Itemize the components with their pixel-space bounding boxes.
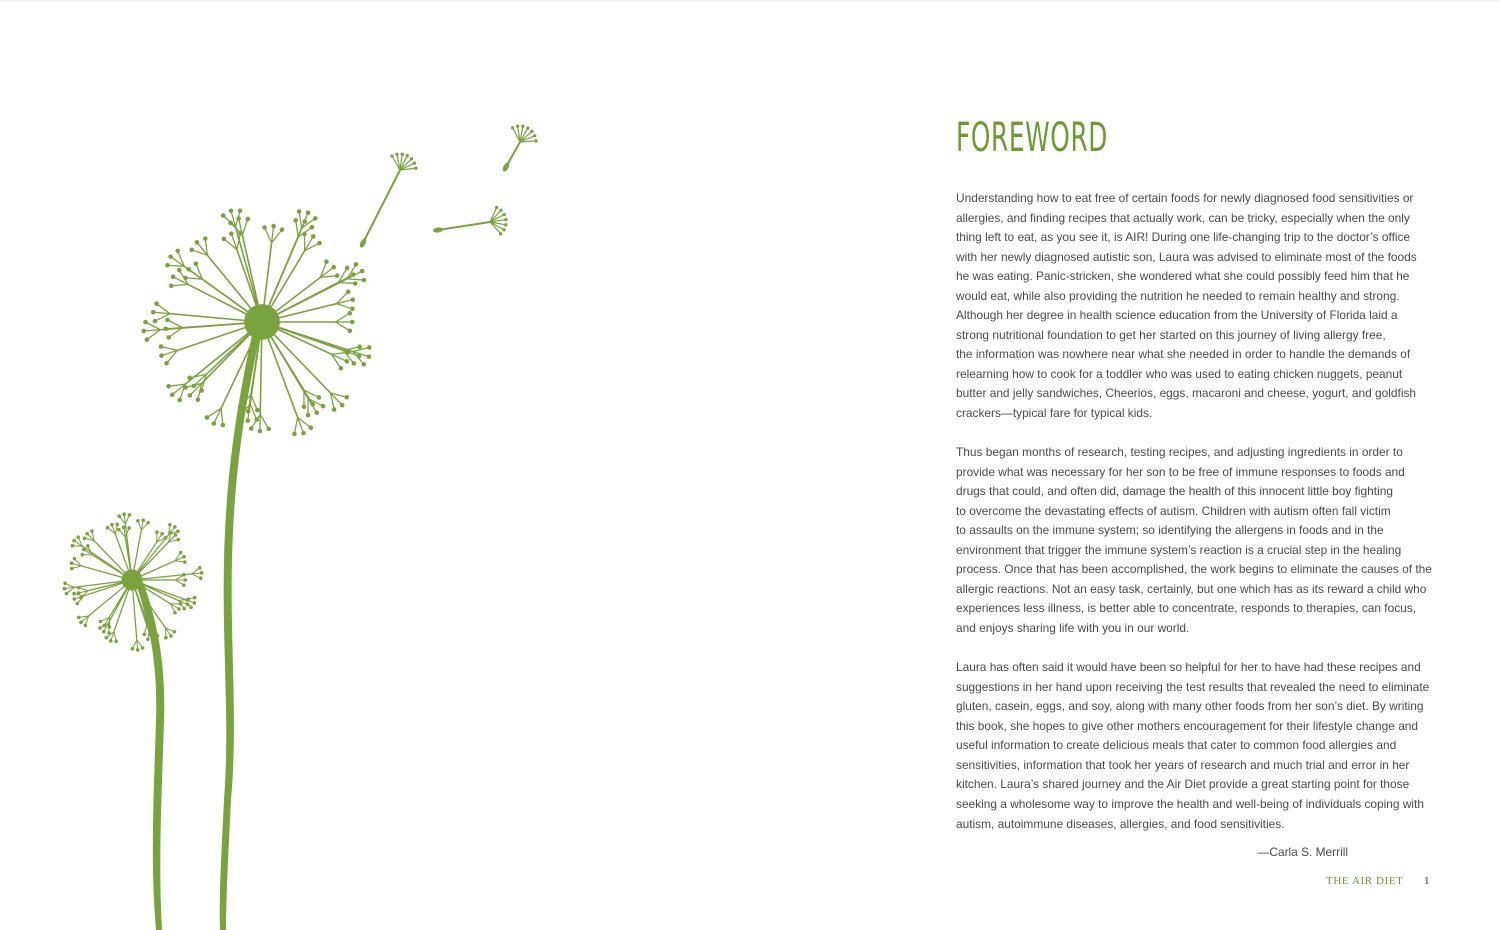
seed-tuft-icon: [161, 347, 177, 351]
seed-dot-icon: [254, 417, 259, 422]
text-line: strong nutritional foundation to get her started on this journey of living allergy free,: [956, 327, 1386, 342]
floating-seed-dot-icon: [395, 153, 398, 156]
floating-seed-dot-icon: [401, 152, 404, 155]
seed-dot-icon: [143, 633, 147, 637]
seed-dot-icon: [194, 261, 199, 266]
seed-dot-icon: [70, 561, 74, 565]
seed-dot-icon: [228, 221, 233, 226]
floating-seed-body-icon: [359, 237, 368, 248]
seed-dot-icon: [79, 596, 83, 600]
seed-dot-icon: [145, 337, 150, 342]
seed-dot-icon: [173, 611, 177, 615]
seed-dot-icon: [301, 431, 306, 436]
paragraph-1: [956, 189, 1436, 424]
seed-dot-icon: [367, 345, 372, 350]
text-line: seeking a wholesome way to improve the health and well-being of individuals coping with: [956, 796, 1424, 811]
seed-tuft-icon: [260, 414, 269, 428]
text-line: he was eating. Panic-stricken, she wondered what she could possibly feed him that he: [956, 269, 1410, 284]
seed-dot-icon: [173, 525, 177, 529]
seed-dot-icon: [71, 544, 75, 548]
floating-seed-dot-icon: [526, 126, 529, 129]
floating-seed-dot-icon: [499, 209, 502, 212]
seed-dot-icon: [306, 413, 311, 418]
text-line: thing left to eat, as you see it, is AIR! During one life-changing trip to the doctor’s office: [956, 230, 1411, 245]
seed-dot-icon: [177, 268, 182, 273]
seed-dot-icon: [222, 237, 227, 242]
seed-dot-icon: [306, 210, 311, 215]
seed-dot-icon: [280, 227, 285, 232]
seed-dot-icon: [245, 418, 250, 423]
seed-dot-icon: [141, 329, 146, 334]
seed-dot-icon: [141, 518, 145, 522]
text-line: allergies, and finding recipes that actually work, can be tricky, especially when the only: [956, 210, 1410, 225]
seed-dot-icon: [199, 576, 203, 580]
seed-dot-icon: [246, 409, 251, 414]
flower-center-icon: [121, 569, 142, 590]
seed-dot-icon: [110, 523, 114, 527]
floating-seed-dot-icon: [413, 161, 416, 164]
seed-dot-icon: [128, 513, 132, 517]
seed-dot-icon: [221, 423, 226, 428]
seed-dot-icon: [344, 395, 349, 400]
text-line: allergic reactions. Not an easy task, certainly, but one which has as its reward a child who: [956, 581, 1427, 596]
seed-dot-icon: [79, 621, 83, 625]
floating-seed-dot-icon: [406, 154, 409, 157]
text-line: to assaults on the immune system; so identifying the allergens in foods and in the: [956, 523, 1384, 538]
seed-dot-icon: [115, 522, 119, 526]
text-line: the information was nowhere near what she needed in order to handle the demands of: [956, 347, 1411, 362]
seed-dot-icon: [175, 249, 180, 254]
page-title: FOREWORD: [956, 115, 1109, 161]
text-line: butter and jelly sandwiches, Cheerios, eggs, macaroni and cheese, yogurt, and goldfish: [956, 386, 1417, 401]
seed-dot-icon: [127, 526, 131, 530]
seed-dot-icon: [350, 320, 355, 325]
seed-dot-icon: [311, 234, 316, 239]
page-number: 1: [1424, 875, 1430, 887]
seed-dot-icon: [339, 366, 344, 371]
seed-dot-icon: [169, 634, 173, 638]
seed-dot-icon: [105, 636, 109, 640]
paragraph-gap: [956, 639, 1436, 659]
seed-dot-icon: [73, 557, 77, 561]
seed-dot-icon: [200, 571, 204, 575]
seed-dot-icon: [177, 398, 182, 403]
floating-seed-dot-icon: [521, 125, 524, 128]
text-line: would eat, while also providing the nutrition he needed to remain healthy and strong.: [956, 288, 1400, 303]
seed-tuft-icon: [296, 220, 298, 237]
seed-dot-icon: [302, 232, 307, 237]
seed-dot-icon: [314, 410, 319, 415]
text-line: provide what was necessary for her son to be free of immune responses to foods and: [956, 464, 1405, 479]
floating-seed-stalk-icon: [363, 170, 400, 243]
seed-dot-icon: [258, 429, 263, 434]
floating-seed-dot-icon: [414, 167, 417, 170]
seed-tuft-icon: [338, 282, 355, 283]
seed-dot-icon: [205, 415, 210, 420]
seed-dot-icon: [357, 345, 362, 350]
seed-dot-icon: [192, 601, 196, 605]
seed-dot-icon: [109, 639, 113, 643]
seed-dot-icon: [169, 531, 173, 535]
seed-dot-icon: [345, 266, 350, 271]
seed-dot-icon: [350, 306, 355, 311]
seed-dot-icon: [344, 359, 349, 364]
seed-dot-icon: [114, 639, 118, 643]
seed-dot-icon: [156, 634, 160, 638]
seed-dot-icon: [196, 397, 201, 402]
seed-dot-icon: [164, 361, 169, 366]
floating-seed-dot-icon: [530, 130, 533, 133]
seed-dot-icon: [212, 421, 217, 426]
seed-dot-icon: [102, 624, 106, 628]
seed-dot-icon: [182, 607, 186, 611]
text-line: useful information to create delicious meals that cater to common food allergies and: [956, 738, 1397, 753]
seed-dot-icon: [84, 624, 88, 628]
seed-dot-icon: [169, 283, 174, 288]
seed-tuft-icon: [221, 408, 223, 425]
seed-dot-icon: [188, 393, 193, 398]
seed-dot-icon: [65, 592, 69, 596]
seed-tuft-icon: [167, 320, 182, 328]
seed-dot-icon: [360, 269, 365, 274]
text-line: relearning how to cook for a toddler who was used to eating chicken nuggets, peanut: [956, 366, 1403, 381]
seed-dot-icon: [203, 236, 208, 241]
seed-dot-icon: [193, 596, 197, 600]
seed-dot-icon: [76, 602, 80, 606]
seed-dot-icon: [63, 581, 67, 585]
floating-seed-dot-icon: [499, 232, 502, 235]
seed-dot-icon: [346, 350, 351, 355]
seed-dot-icon: [166, 384, 171, 389]
seed-dot-icon: [237, 415, 242, 420]
text-line: kitchen. Laura’s shared journey and the Air Diet provide a great starting point for those: [956, 777, 1410, 792]
seed-dot-icon: [146, 521, 150, 525]
seed-dot-icon: [302, 219, 307, 224]
seed-dot-icon: [176, 538, 180, 542]
seed-dot-icon: [76, 535, 80, 539]
text-line: to overcome the devastating effects of autism. Children with autism often fall victim: [956, 503, 1391, 518]
seed-dot-icon: [321, 404, 326, 409]
running-footer-title: THE AIR DIET: [1326, 875, 1404, 887]
seed-dot-icon: [183, 276, 188, 281]
seed-dot-icon: [171, 275, 176, 280]
seed-dot-icon: [152, 629, 156, 633]
dandelion-illustration-icon: [0, 0, 620, 930]
seed-tuft-icon: [145, 322, 160, 330]
seed-dot-icon: [141, 646, 145, 650]
seed-tuft-icon: [336, 313, 350, 322]
text-line: Understanding how to eat free of certain foods for newly diagnosed food sensitivities or: [956, 191, 1414, 205]
paragraph-3: [956, 658, 1436, 834]
text-line: Laura has often said it would have been so helpful for her to have had these recipes and: [956, 660, 1421, 675]
seed-tuft-icon: [171, 284, 188, 285]
seed-dot-icon: [229, 231, 234, 236]
seed-dot-icon: [160, 532, 164, 536]
seed-dot-icon: [170, 392, 175, 397]
seed-dot-icon: [189, 247, 194, 252]
seed-dot-icon: [351, 272, 356, 277]
seed-dot-icon: [148, 632, 152, 636]
flower-center-icon: [244, 304, 280, 340]
text-line: sensitivities, information that took her years of research and much trial and error in her: [956, 757, 1410, 772]
seed-dot-icon: [154, 301, 159, 306]
seed-dot-icon: [317, 395, 322, 400]
seed-dot-icon: [176, 529, 180, 533]
seed-tuft-icon: [347, 279, 364, 280]
text-line: drugs that could, and often did, damage the health of this innocent little boy fighting: [956, 484, 1393, 499]
seed-dot-icon: [297, 209, 302, 214]
seed-dot-icon: [292, 432, 297, 437]
seed-dot-icon: [346, 289, 351, 294]
seed-dot-icon: [357, 354, 362, 359]
text-line: crackers—typical fare for typical kids.: [956, 406, 1153, 421]
seed-dot-icon: [198, 566, 202, 570]
seed-dot-icon: [102, 630, 106, 634]
seed-dot-icon: [117, 528, 121, 532]
seed-dot-icon: [164, 636, 168, 640]
paragraph-2: [956, 443, 1436, 638]
floating-seed-dot-icon: [511, 126, 514, 129]
seed-dot-icon: [165, 318, 170, 323]
seed-dot-icon: [153, 319, 158, 324]
seed-dot-icon: [255, 408, 260, 413]
floating-seed-dot-icon: [516, 124, 519, 127]
seed-dot-icon: [151, 637, 155, 641]
seed-dot-icon: [324, 259, 329, 264]
seed-dot-icon: [266, 427, 271, 432]
text-line: Although her degree in health science education from the University of Florida laid a: [956, 308, 1398, 323]
text-line: experiences less illness, is better able to concentrate, responds to therapies, can focus,: [956, 601, 1417, 616]
text-line: environment that trigger the immune system’s reaction is a crucial step in the healing: [956, 542, 1402, 557]
seed-dot-icon: [155, 530, 159, 534]
seed-dot-icon: [331, 265, 336, 270]
seed-dot-icon: [143, 320, 148, 325]
seed-dot-icon: [72, 539, 76, 543]
seed-dot-icon: [90, 529, 94, 533]
seed-dot-icon: [332, 407, 337, 412]
text-line: and enjoys sharing life with you in our world.: [956, 621, 1190, 636]
floating-seed-dot-icon: [495, 206, 498, 209]
seed-dot-icon: [151, 310, 156, 315]
seed-dot-icon: [310, 225, 315, 230]
text-line: process. Once that has been accomplished, the work begins to eliminate the causes of the: [956, 562, 1432, 577]
seed-dot-icon: [362, 278, 367, 283]
text-line: suggestions in her hand upon receiving the test results that revealed the need to eliminate: [956, 679, 1430, 694]
seed-dot-icon: [72, 592, 76, 596]
seed-dot-icon: [107, 631, 111, 635]
foreword-signature: —Carla S. Merrill: [1257, 845, 1348, 859]
seed-dot-icon: [187, 597, 191, 601]
seed-dot-icon: [182, 555, 186, 559]
seed-dot-icon: [348, 311, 353, 316]
seed-dot-icon: [131, 647, 135, 651]
seed-tuft-icon: [336, 322, 350, 331]
seed-dot-icon: [136, 519, 140, 523]
seed-dot-icon: [99, 620, 103, 624]
seed-dot-icon: [310, 402, 315, 407]
seed-dot-icon: [136, 648, 140, 652]
floating-seed-dot-icon: [504, 218, 507, 221]
seed-dot-icon: [245, 217, 250, 222]
seed-dot-icon: [182, 583, 186, 587]
seed-dot-icon: [353, 281, 358, 286]
seed-dot-icon: [77, 591, 81, 595]
seed-dot-icon: [173, 630, 177, 634]
seed-dot-icon: [117, 514, 121, 518]
text-line: with her newly diagnosed autistic son, Laura was advised to eliminate most of the foods: [956, 249, 1417, 264]
seed-dot-icon: [309, 425, 314, 430]
seed-dot-icon: [159, 353, 164, 358]
seed-dot-icon: [340, 403, 345, 408]
seed-dot-icon: [83, 536, 87, 540]
seed-dot-icon: [174, 533, 178, 537]
paragraph-gap: [956, 424, 1436, 444]
text-line: gluten, casein, eggs, and soy, along with many other foods from her son’s diet. By writing: [956, 699, 1424, 714]
seed-tuft-icon: [265, 228, 272, 243]
seed-dot-icon: [238, 208, 243, 213]
seed-dot-icon: [63, 587, 67, 591]
seed-dot-icon: [362, 362, 367, 367]
seed-dot-icon: [313, 216, 318, 221]
seed-dot-icon: [348, 328, 353, 333]
seed-tuft-icon: [242, 219, 247, 235]
floating-seed-dot-icon: [534, 139, 537, 142]
seed-dot-icon: [195, 240, 200, 245]
seed-dot-icon: [80, 553, 84, 557]
seed-dot-icon: [108, 625, 112, 629]
seed-dot-icon: [184, 578, 188, 582]
seed-dot-icon: [249, 426, 254, 431]
floating-seed-dot-icon: [504, 223, 507, 226]
seed-dot-icon: [168, 523, 172, 527]
seed-dot-icon: [189, 606, 193, 610]
seed-dot-icon: [73, 597, 77, 601]
seed-dot-icon: [317, 241, 322, 246]
seed-dot-icon: [293, 218, 298, 223]
seed-dot-icon: [159, 344, 164, 349]
seed-dot-icon: [70, 567, 74, 571]
seed-dot-icon: [179, 551, 183, 555]
seed-dot-icon: [229, 208, 234, 213]
seed-dot-icon: [98, 626, 102, 630]
floating-seed-dot-icon: [410, 157, 413, 160]
text-line: autism, autoimmune diseases, allergies, and food sensitivities.: [956, 816, 1285, 831]
seed-dot-icon: [221, 213, 226, 218]
seed-dot-icon: [335, 273, 340, 278]
seed-dot-icon: [106, 526, 110, 530]
seed-dot-icon: [166, 335, 171, 340]
foreword-body: [956, 189, 1436, 834]
seed-dot-icon: [177, 607, 181, 611]
floating-seed-body-icon: [433, 227, 444, 233]
seed-tuft-icon: [299, 212, 302, 229]
seed-dot-icon: [165, 263, 170, 268]
seed-tuft-icon: [294, 417, 297, 433]
floating-seed-dot-icon: [533, 134, 536, 137]
seed-dot-icon: [271, 224, 276, 229]
seed-dot-icon: [85, 532, 89, 536]
seed-dot-icon: [77, 616, 81, 620]
seed-dot-icon: [302, 404, 307, 409]
seed-dot-icon: [367, 354, 372, 359]
seed-dot-icon: [146, 638, 150, 642]
seed-dot-icon: [179, 602, 183, 606]
text-line: Thus began months of research, testing recipes, and adjusting ingredients in order to: [956, 445, 1403, 460]
seed-dot-icon: [183, 560, 187, 564]
seed-dot-icon: [168, 254, 173, 259]
seed-tuft-icon: [336, 304, 352, 309]
seed-dot-icon: [238, 405, 243, 410]
seed-dot-icon: [352, 361, 357, 366]
seed-dot-icon: [354, 262, 359, 267]
seed-dot-icon: [86, 544, 90, 548]
seed-dot-icon: [236, 216, 241, 221]
seed-dot-icon: [350, 297, 355, 302]
text-line: this book, she hopes to give other mothers encouragement for their lifestyle change and: [956, 718, 1419, 733]
floating-seed-dot-icon: [502, 213, 505, 216]
seed-dot-icon: [199, 388, 204, 393]
seed-dot-icon: [186, 603, 190, 607]
floating-seed-stalk-icon: [438, 222, 490, 230]
floating-seed-dot-icon: [502, 228, 505, 231]
seed-dot-icon: [192, 384, 197, 389]
seed-dot-icon: [122, 512, 126, 516]
floating-seed-dot-icon: [390, 154, 393, 157]
seed-dot-icon: [262, 225, 267, 230]
